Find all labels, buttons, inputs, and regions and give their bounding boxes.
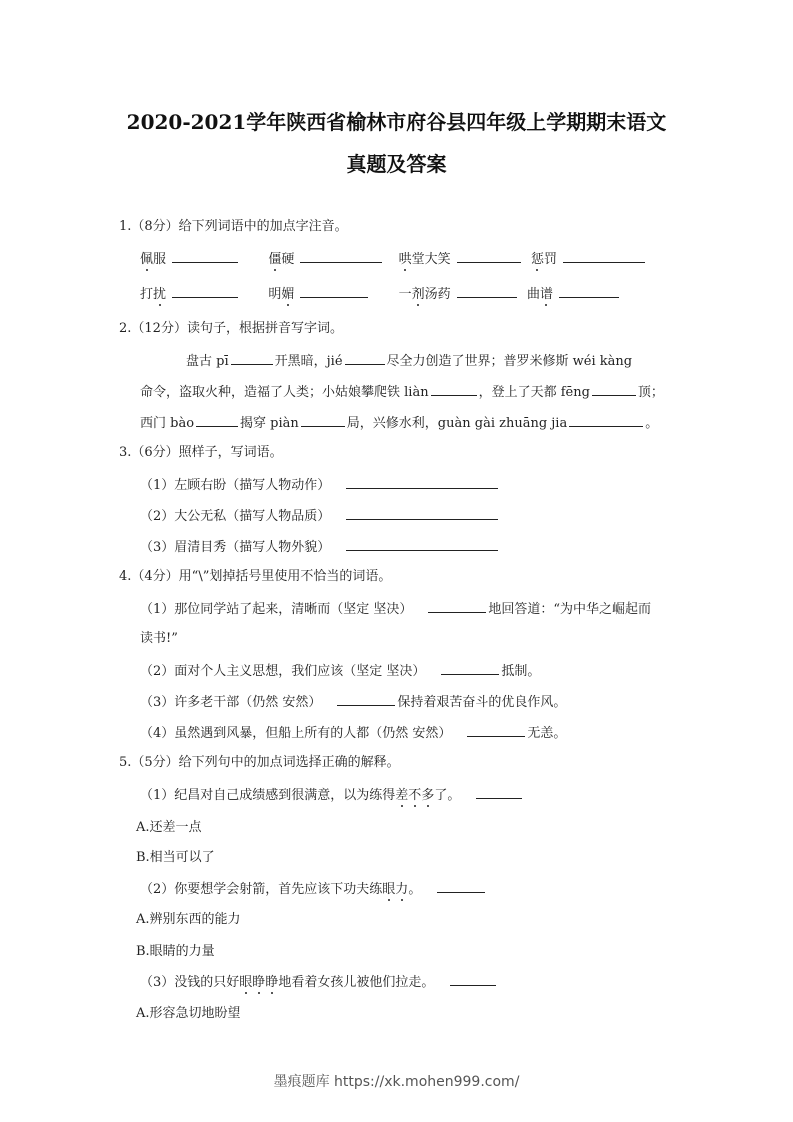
q5-option: A.还差一点 [136, 820, 202, 835]
q3-item: （3）眉清目秀（描写人物外貌） [140, 538, 500, 556]
answer-blank[interactable] [346, 476, 498, 489]
q2-line2: 命令，盗取火种，造福了人类；小姑娘攀爬铁 liàn ，登上了天都 fēng 顶； [140, 385, 664, 400]
q4-item-cont: 读书!” [140, 631, 178, 646]
q1-word: 哄堂大笑 [398, 252, 451, 267]
q4-item: （3）许多老干部（仍然 安然） 保持着艰苦奋斗的优良作风。 [140, 695, 567, 710]
answer-blank[interactable] [592, 383, 636, 396]
q1-heading: 1.（8分）给下列词语中的加点字注音。 [119, 219, 348, 234]
q1-word: 打扰 [140, 287, 167, 302]
q5-option: A.辨别东西的能力 [136, 912, 241, 927]
q1-word: 惩罚 [530, 252, 557, 267]
answer-blank[interactable] [563, 250, 645, 263]
answer-blank[interactable] [337, 693, 395, 706]
q1-word: 僵硬 [268, 252, 295, 267]
answer-blank[interactable] [457, 285, 517, 298]
doc-title-line1: 2020-2021学年陕西省榆林市府谷县四年级上学期期末语文 [126, 110, 667, 134]
q2-line1: 盘古 pī 开黑暗，jié 尽全力创造了世界；普罗米修斯 wéi kàng [186, 354, 633, 369]
answer-blank[interactable] [467, 724, 525, 737]
answer-blank[interactable] [441, 662, 499, 675]
answer-blank[interactable] [569, 414, 643, 427]
q1-word: 曲谱 [526, 287, 553, 302]
doc-title-line2: 真题及答案 [346, 152, 447, 176]
answer-blank[interactable] [172, 250, 238, 263]
q5-option: A.形容急切地盼望 [136, 1006, 241, 1021]
q5-sentence: （2）你要想学会射箭，首先应该下功夫练眼力。 [140, 880, 487, 898]
answer-blank[interactable] [196, 414, 238, 427]
q5-sentence: （3）没钱的只好眼睁睁地看着女孩儿被他们拉走。 [140, 973, 498, 991]
q4-item: （2）面对个人主义思想，我们应该（坚定 坚决） 抵制。 [140, 664, 541, 679]
q3-item: （1）左顾右盼（描写人物动作） [140, 476, 500, 494]
q5-heading: 5.（5分）给下列句中的加点词选择正确的解释。 [119, 755, 400, 770]
answer-blank[interactable] [457, 250, 521, 263]
answer-blank[interactable] [476, 786, 522, 799]
answer-blank[interactable] [345, 352, 385, 365]
answer-blank[interactable] [301, 414, 345, 427]
q3-item: （2）大公无私（描写人物品质） [140, 507, 500, 525]
q4-heading: 4.（4分）用“\”划掉括号里使用不恰当的词语。 [119, 569, 392, 584]
answer-blank[interactable] [428, 600, 486, 613]
q5-option: B.眼睛的力量 [136, 944, 215, 959]
q3-heading: 3.（6分）照样子，写词语。 [119, 445, 283, 460]
answer-blank[interactable] [559, 285, 619, 298]
answer-blank[interactable] [231, 352, 273, 365]
answer-blank[interactable] [346, 507, 498, 520]
q4-item: （1）那位同学站了起来，清晰而（坚定 坚决） 地回答道：“为中华之崛起而 [140, 602, 652, 617]
q4-item: （4）虽然遇到风暴，但船上所有的人都（仍然 安然） 无恙。 [140, 726, 567, 741]
answer-blank[interactable] [346, 538, 498, 551]
answer-blank[interactable] [450, 973, 496, 986]
answer-blank[interactable] [437, 880, 485, 893]
q5-option: B.相当可以了 [136, 850, 215, 865]
q1-word: 明媚 [268, 287, 295, 302]
answer-blank[interactable] [300, 285, 368, 298]
footer-watermark[interactable]: 墨痕题库 https://xk.mohen999.com/ [273, 1074, 520, 1090]
answer-blank[interactable] [172, 285, 238, 298]
q1-row2 [140, 285, 621, 303]
q5-sentence: （1）纪昌对自己成绩感到很满意，以为练得差不多了。 [140, 786, 524, 804]
q2-heading: 2.（12分）读句子，根据拼音写字词。 [119, 321, 343, 336]
q1-word: 佩服 [140, 252, 167, 267]
q1-word: 一剂汤药 [398, 287, 451, 302]
q1-row1 [140, 250, 647, 268]
answer-blank[interactable] [300, 250, 382, 263]
answer-blank[interactable] [431, 383, 477, 396]
q2-line3: 西门 bào 揭穿 piàn 局，兴修水利，guàn gài zhuāng jia 。 [140, 416, 659, 431]
